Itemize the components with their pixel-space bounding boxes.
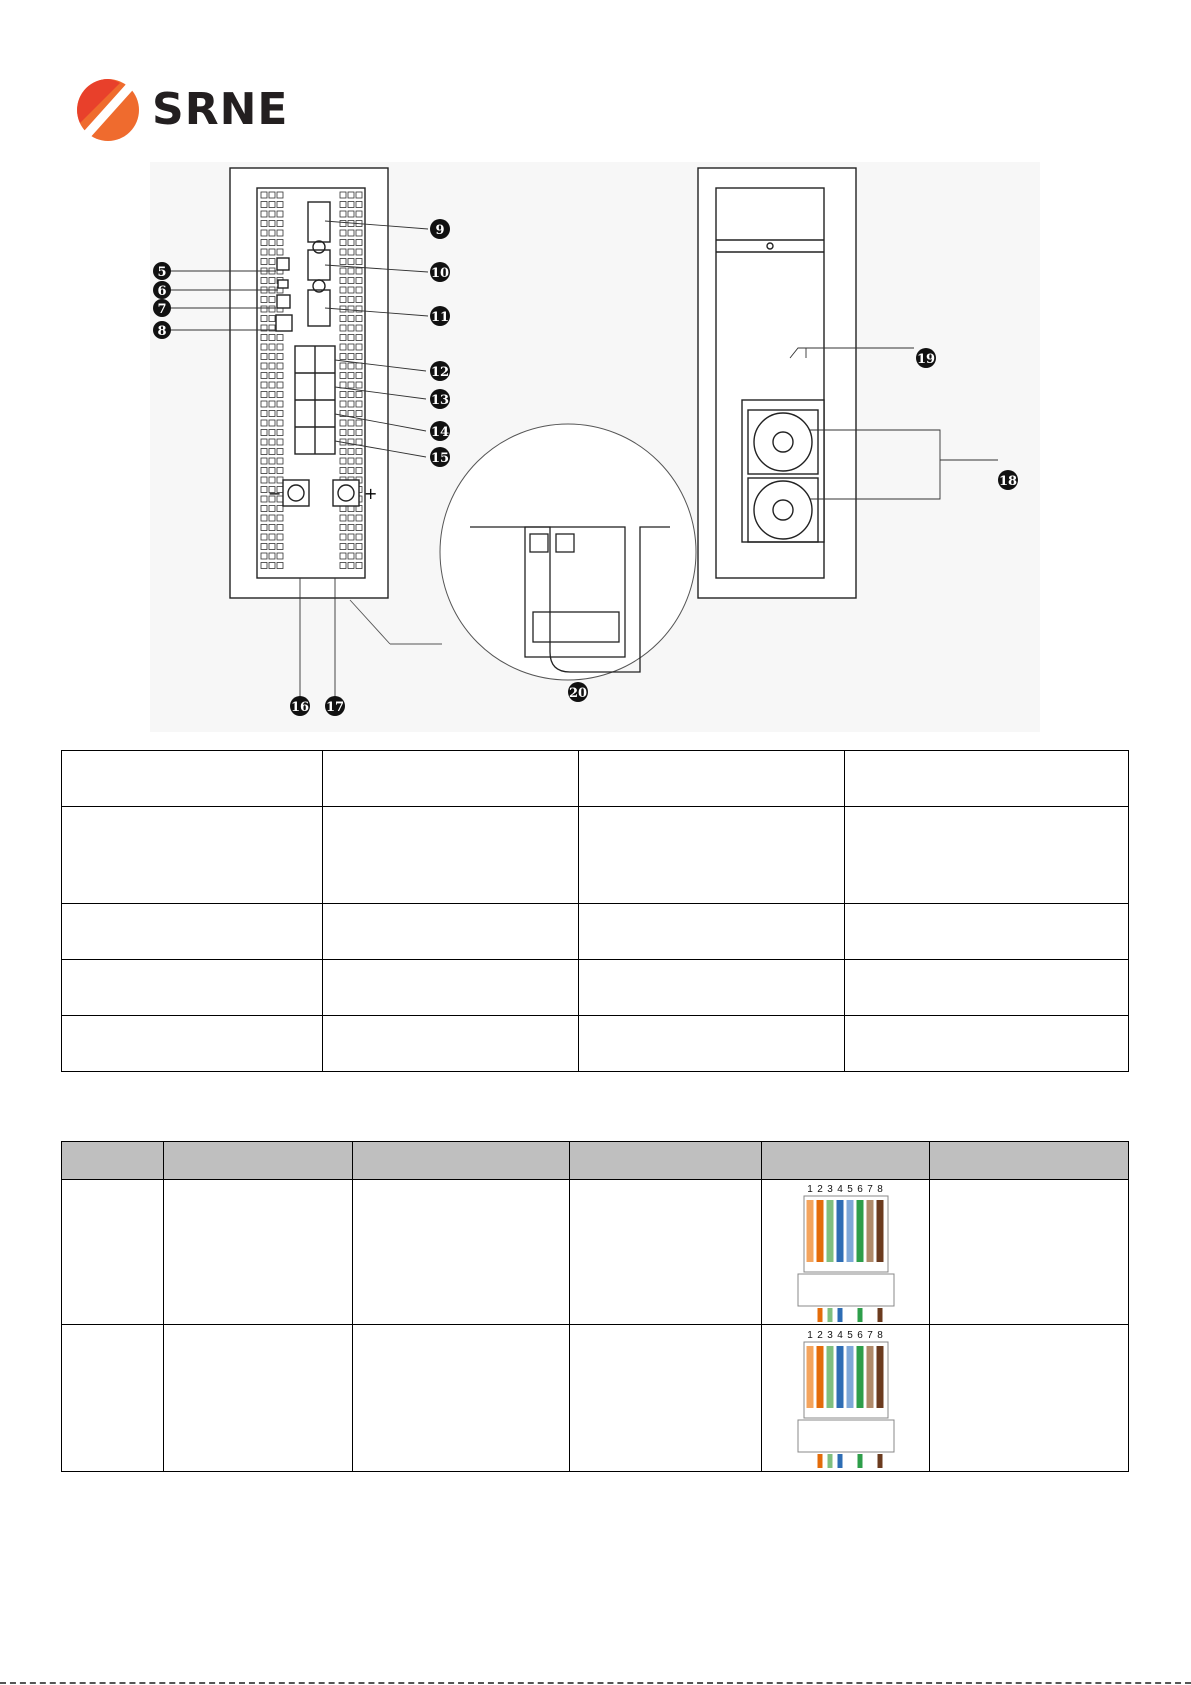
cell: [322, 807, 578, 904]
callout-5: [153, 262, 171, 280]
svg-text:17: 17: [325, 700, 345, 715]
header-cell: [930, 1142, 1129, 1180]
svg-text:19: 19: [916, 352, 936, 367]
svg-text:7: 7: [866, 1184, 873, 1195]
spec-table: [61, 750, 1129, 1072]
rj45-connector-diagram: [796, 1328, 896, 1468]
callout-12: [430, 361, 450, 381]
svg-text:6: 6: [157, 284, 167, 299]
svg-text:3: 3: [826, 1330, 833, 1341]
svg-text:11: 11: [430, 310, 450, 325]
svg-text:9: 9: [435, 223, 445, 238]
cell: [62, 960, 323, 1016]
header-cell: [163, 1142, 352, 1180]
svg-text:14: 14: [430, 425, 450, 440]
port-pinout-table: [61, 1141, 1129, 1472]
svg-text:2: 2: [816, 1330, 823, 1341]
svg-text:5: 5: [846, 1330, 853, 1341]
callout-17: [325, 696, 345, 716]
device-rear-diagram: [150, 162, 1040, 732]
cell: [578, 807, 845, 904]
svg-text:12: 12: [430, 365, 450, 380]
cell: [62, 904, 323, 960]
callout-16: [290, 696, 310, 716]
cell: [578, 1016, 845, 1072]
svg-text:8: 8: [876, 1184, 883, 1195]
svg-text:15: 15: [430, 451, 450, 466]
svg-text:6: 6: [856, 1184, 863, 1195]
cell: [62, 807, 323, 904]
header-cell: [570, 1142, 762, 1180]
svg-text:16: 16: [290, 700, 310, 715]
cell: [322, 904, 578, 960]
cell: [322, 960, 578, 1016]
cell: [845, 807, 1129, 904]
minus-label: −: [268, 484, 282, 503]
cell: [845, 960, 1129, 1016]
header-cell: [352, 1142, 570, 1180]
svg-text:5: 5: [157, 265, 167, 280]
callout-10: [430, 262, 450, 282]
svg-text:4: 4: [836, 1330, 843, 1341]
svg-text:10: 10: [430, 266, 450, 281]
callout-6: [153, 281, 171, 299]
cell: [322, 1016, 578, 1072]
svg-text:20: 20: [568, 686, 588, 701]
header-cell: [62, 1142, 164, 1180]
svg-text:8: 8: [876, 1330, 883, 1341]
svg-text:7: 7: [866, 1330, 873, 1341]
rj45-connector-diagram: [796, 1182, 896, 1322]
callout-19: [916, 348, 936, 368]
svg-text:4: 4: [836, 1184, 843, 1195]
callout-18: [998, 470, 1018, 490]
callout-11: [430, 306, 450, 326]
svg-text:2: 2: [816, 1184, 823, 1195]
callout-15: [430, 447, 450, 467]
cell: [62, 751, 323, 807]
cell: [845, 751, 1129, 807]
cell: [845, 904, 1129, 960]
svg-text:6: 6: [856, 1330, 863, 1341]
callout-7: [153, 299, 171, 317]
cell: [845, 1016, 1129, 1072]
rj45-cell: [762, 1325, 930, 1472]
svg-text:13: 13: [430, 393, 450, 408]
left-unit: [230, 168, 388, 598]
rj45-cell: [762, 1180, 930, 1325]
cell: [322, 751, 578, 807]
cell: [62, 1016, 323, 1072]
srne-logo-mark: [74, 74, 144, 144]
callout-14: [430, 421, 450, 441]
brand-name: SRNE: [152, 84, 289, 135]
svg-text:1: 1: [806, 1330, 813, 1341]
cell: [578, 904, 845, 960]
svg-text:18: 18: [998, 474, 1018, 489]
callout-13: [430, 389, 450, 409]
cell: [578, 960, 845, 1016]
header-cell: [762, 1142, 930, 1180]
svg-text:1: 1: [806, 1184, 813, 1195]
callout-8: [153, 321, 171, 339]
svg-text:7: 7: [157, 302, 167, 317]
svg-text:3: 3: [826, 1184, 833, 1195]
srne-logo: [74, 74, 294, 144]
callout-9: [430, 219, 450, 239]
callout-20: [568, 682, 588, 702]
svg-text:8: 8: [157, 324, 167, 339]
cell: [578, 751, 845, 807]
svg-text:5: 5: [846, 1184, 853, 1195]
page-footer-rule: [0, 1682, 1191, 1684]
plus-label: +: [364, 484, 378, 503]
